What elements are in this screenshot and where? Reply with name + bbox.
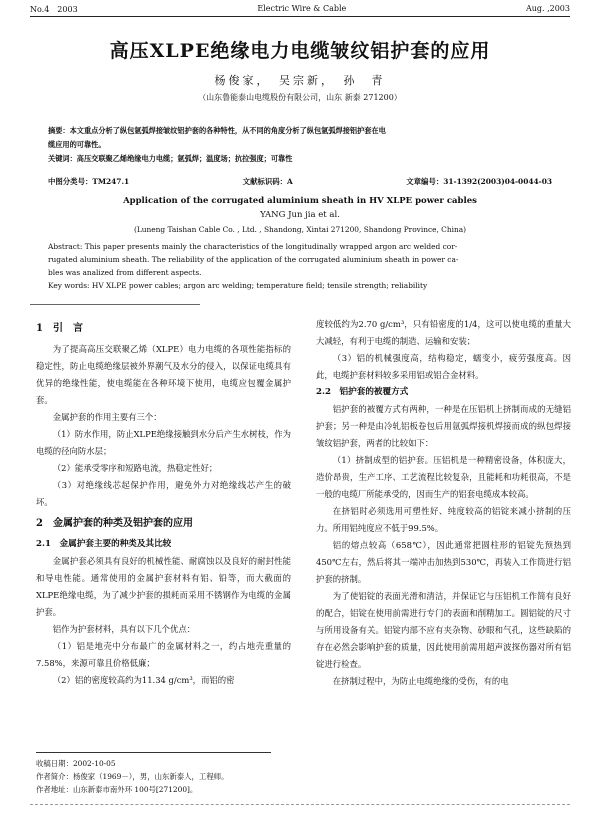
paragraph: 在挤铝时必须选用可塑性好、纯度较高的铝锭来减小挤制的压力。所用铝纯度应不低于99.5%。: [316, 506, 571, 533]
paragraph: 铝作为护套材料，具有以下几个优点：: [52, 624, 196, 634]
subsection-heading: 2.2 铝护套的被覆方式: [316, 387, 409, 397]
received-date: 收稿日期：2002-10-05: [36, 759, 116, 768]
paragraph: 铝护套的被覆方式有两种，一种是在压铝机上挤制而成的无缝铝护套；另一种是由冷轧铝板卷包后用氩弧焊接机焊接而成的纵包焊接皱纹铝护套，两者的比较如下：: [316, 404, 571, 448]
paragraph: （2）能承受零序和短路电流，热稳定性好；: [52, 463, 218, 473]
paragraph: 为了提高高压交联聚乙烯（XLPE）电力电缆的各项性能指标的稳定性，防止电缆绝缘层被外界潮气及水分的侵入，以保证电缆具有优异的绝缘性能，使电缆能在各种环境下使用，电缆应包覆金属护套。: [36, 344, 291, 405]
footnote: [36, 752, 271, 796]
paragraph: （3）对绝缘线芯起保护作用，避免外力对绝缘线芯产生的破坏。: [36, 480, 291, 507]
paragraph: 铝的熔点较高（658℃），因此通常把圆柱形的铝锭先预热到450℃左右，然后将其一端冲击加热到530℃，再装入工作筒进行铝护套的挤制。: [316, 540, 571, 584]
author-affiliation: （山东鲁能泰山电缆股份有限公司，山东 新泰 271200）: [198, 93, 402, 102]
english-title: Application of the corrugated aluminium sheath in HV XLPE power cables: [123, 196, 477, 206]
paragraph: 金属护套必须具有良好的机械性能、耐腐蚀以及良好的耐封性能和导电性能。通常使用的金属护套材料有铝、铅等，而大截面的XLPE绝缘电缆，为了减少护套的损耗而采用不锈钢作为电缆的金属护套。: [36, 556, 291, 617]
classification-number: 中图分类号：TM247.1: [48, 177, 130, 186]
paragraph: 为了使铝锭的表面光滑和清洁，并保证它与压铝机工作简有良好的配合，铝锭在使用前需进行专门的表面和削精加工。圆铝锭的尺寸与所用设备有关。铝锭内部不应有夹杂物、砂眼和气孔，这些缺陷的存在必然会影响护套的质量，因此使用前需用超声波探伤器对所有铝锭进行检查。: [316, 591, 571, 669]
keywords-line: Key words: HV XLPE power cables; argon arc welding; temperature field; tensile strength; reliability: [48, 281, 428, 290]
keywords-line: 关键词：高压交联聚乙烯绝缘电力电缆；氩弧焊；温度场；抗拉强度；可靠性: [48, 154, 293, 163]
document-code: 文献标识码：A: [242, 177, 293, 186]
paper-authors: 杨俊家， 吴宗新， 孙 青: [214, 74, 386, 87]
abstract-line: bles was analized from different aspects.: [48, 268, 202, 277]
right-column: [316, 316, 571, 690]
english-affiliation: (Luneng Taishan Cable Co. , Ltd. , Shandong, Xintai 271200, Shandong Province, China): [133, 225, 467, 234]
paragraph: （1）挤制成型的铝护套。压铝机是一种精密设备，体积庞大，造价昂贵，生产工序、工艺流程比较复杂，且能耗和功耗很高，不是一般的电缆厂所能承受的，因而生产的铝套电缆成本较高。: [316, 455, 571, 499]
journal-name: Electric Wire & Cable: [257, 4, 347, 13]
paragraph: （3）铝的机械强度高，结构稳定，蠕变小，疲劳强度高。因此，电缆护套材料较多采用铝或铝合金材料。: [316, 353, 571, 380]
english-abstract: [48, 240, 552, 292]
abstract-line: 缆应用的可靠性。: [48, 140, 106, 149]
article-number: 文章编号：31-1392(2003)04-0044-03: [406, 177, 552, 186]
subsection-heading: 2.1 金属护套主要的种类及其比较: [36, 539, 172, 549]
paragraph: （1）铝是地壳中分布最广的金属材料之一，约占地壳重量的7.58%，来源可靠且价格低廉；: [36, 641, 291, 668]
paper-title: 高压XLPE绝缘电力电缆皱纹铝护套的应用: [109, 40, 491, 62]
paragraph: 在挤制过程中，为防止电缆绝缘的受伤，有的电: [332, 676, 509, 686]
english-authors: YANG Jun jia et al.: [260, 210, 340, 220]
paragraph: 度较低约为2.70 g/cm³，只有铅密度的1/4，这可以使电缆的重量大大减轻，有利于电缆的制造、运输和安装；: [316, 319, 571, 346]
bottom-dashed-line: [30, 804, 570, 805]
section-heading: 2 金属护套的种类及铝护套的应用: [36, 518, 193, 529]
running-header: [30, 2, 570, 17]
abstract-line: rugated aluminium sheath. The reliability of the application of the corrugated aluminium sheath in power ca-: [48, 255, 459, 264]
classification-line: [48, 176, 552, 188]
abstract-line: Abstract: This paper presents mainly the characteristics of the longitudinally wrapped argon arc welded cor-: [48, 242, 458, 251]
paragraph: 金属护套的作用主要有三个：: [52, 412, 162, 422]
separator-line: [30, 304, 200, 305]
issue-date: Aug. ,2003: [525, 4, 570, 13]
author-bio: 作者简介：杨俊家（1969－），男，山东新泰人，工程师。: [36, 772, 229, 781]
left-column: [36, 316, 291, 689]
author-address: 作者地址：山东新泰市南外环 100号[271200]。: [36, 785, 198, 794]
section-heading: 1 引 言: [36, 323, 83, 334]
paragraph: （2）铝的密度较高约为11.34 g/cm³，而铝的密: [52, 675, 235, 685]
paragraph: （1）防水作用，防止XLPE绝缘接触到水分后产生水树枝，作为电缆的径向防水层；: [36, 429, 291, 456]
issue-number: No.4 2003: [30, 5, 78, 14]
abstract-line: 摘要：本文重点分析了纵包氩弧焊接皱纹铝护套的各种特性，从不同的角度分析了纵包氩弧焊接铝护套在电: [48, 126, 386, 135]
chinese-abstract: [48, 124, 552, 166]
